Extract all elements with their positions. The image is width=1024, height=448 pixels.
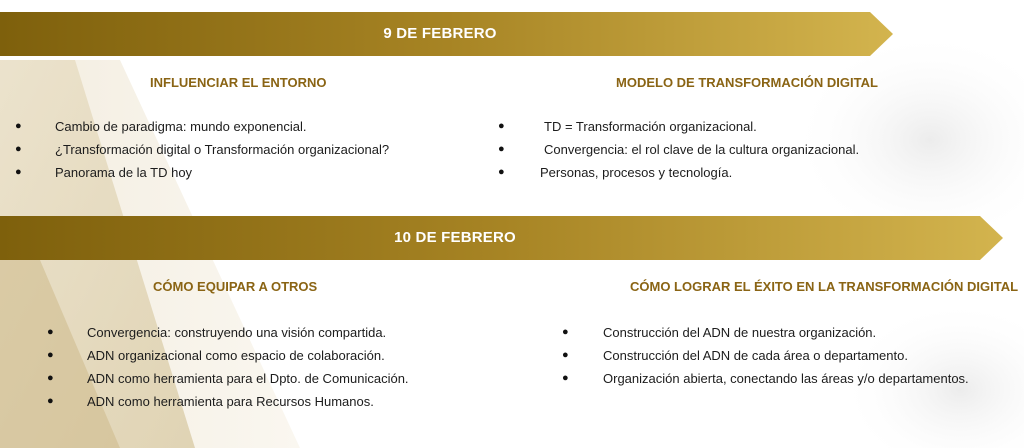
list-item-text: ¿Transformación digital o Transformación organizacional? (55, 142, 390, 157)
list-item-text: TD = Transformación organizacional. (544, 119, 757, 134)
bullet-dot-icon: ● (47, 349, 54, 361)
section-title-modelo: MODELO DE TRANSFORMACIÓN DIGITAL (616, 75, 878, 90)
list-item-text: ADN como herramienta para Recursos Humanos. (87, 394, 374, 409)
bullet-dot-icon: ● (47, 372, 54, 384)
list-item (562, 344, 969, 367)
list-item-text: Construcción del ADN de nuestra organización. (603, 325, 877, 340)
list-item (47, 390, 409, 413)
date-banner-2 (0, 216, 1005, 260)
date-banner-1 (0, 12, 895, 56)
list-item-text: ADN organizacional como espacio de colaboración. (87, 348, 385, 363)
bullet-list-equipar (47, 321, 409, 413)
bullet-dot-icon: ● (562, 349, 569, 361)
bullet-dot-icon: ● (15, 143, 22, 155)
list-item-text: Construcción del ADN de cada área o departamento. (603, 348, 908, 363)
bullet-list-exito (562, 321, 969, 390)
list-item (15, 138, 389, 161)
date-label: 9 DE FEBRERO (383, 25, 497, 42)
bullet-dot-icon: ● (562, 326, 569, 338)
list-item (47, 344, 409, 367)
list-item-text: Organización abierta, conectando las áreas y/o departamentos. (603, 371, 969, 386)
list-item (15, 161, 389, 184)
bullet-dot-icon: ● (498, 166, 505, 178)
list-item (562, 321, 969, 344)
list-item (15, 115, 389, 138)
list-item (498, 115, 859, 138)
list-item-text: Personas, procesos y tecnología. (540, 165, 733, 180)
list-item (498, 161, 859, 184)
bullet-dot-icon: ● (498, 120, 505, 132)
list-item (498, 138, 859, 161)
section-title-influenciar: INFLUENCIAR EL ENTORNO (150, 75, 327, 90)
bullet-list-modelo (498, 115, 859, 184)
bullet-dot-icon: ● (15, 120, 22, 132)
list-item (47, 321, 409, 344)
list-item-text: Convergencia: construyendo una visión compartida. (87, 325, 387, 340)
section-title-equipar: CÓMO EQUIPAR A OTROS (153, 279, 318, 294)
section-title-exito: CÓMO LOGRAR EL ÉXITO EN LA TRANSFORMACIÓN DIGITAL (630, 279, 1019, 294)
list-item-text: ADN como herramienta para el Dpto. de Comunicación. (87, 371, 409, 386)
bullet-dot-icon: ● (498, 143, 505, 155)
list-item (47, 367, 409, 390)
bullet-dot-icon: ● (47, 395, 54, 407)
list-item-text: Convergencia: el rol clave de la cultura organizacional. (544, 142, 860, 157)
list-item-text: Panorama de la TD hoy (55, 165, 193, 180)
bullet-list-influenciar (15, 115, 389, 184)
date-label: 10 DE FEBRERO (394, 229, 516, 246)
list-item (562, 367, 969, 390)
bullet-dot-icon: ● (15, 166, 22, 178)
bullet-dot-icon: ● (562, 372, 569, 384)
bullet-dot-icon: ● (47, 326, 54, 338)
list-item-text: Cambio de paradigma: mundo exponencial. (55, 119, 307, 134)
